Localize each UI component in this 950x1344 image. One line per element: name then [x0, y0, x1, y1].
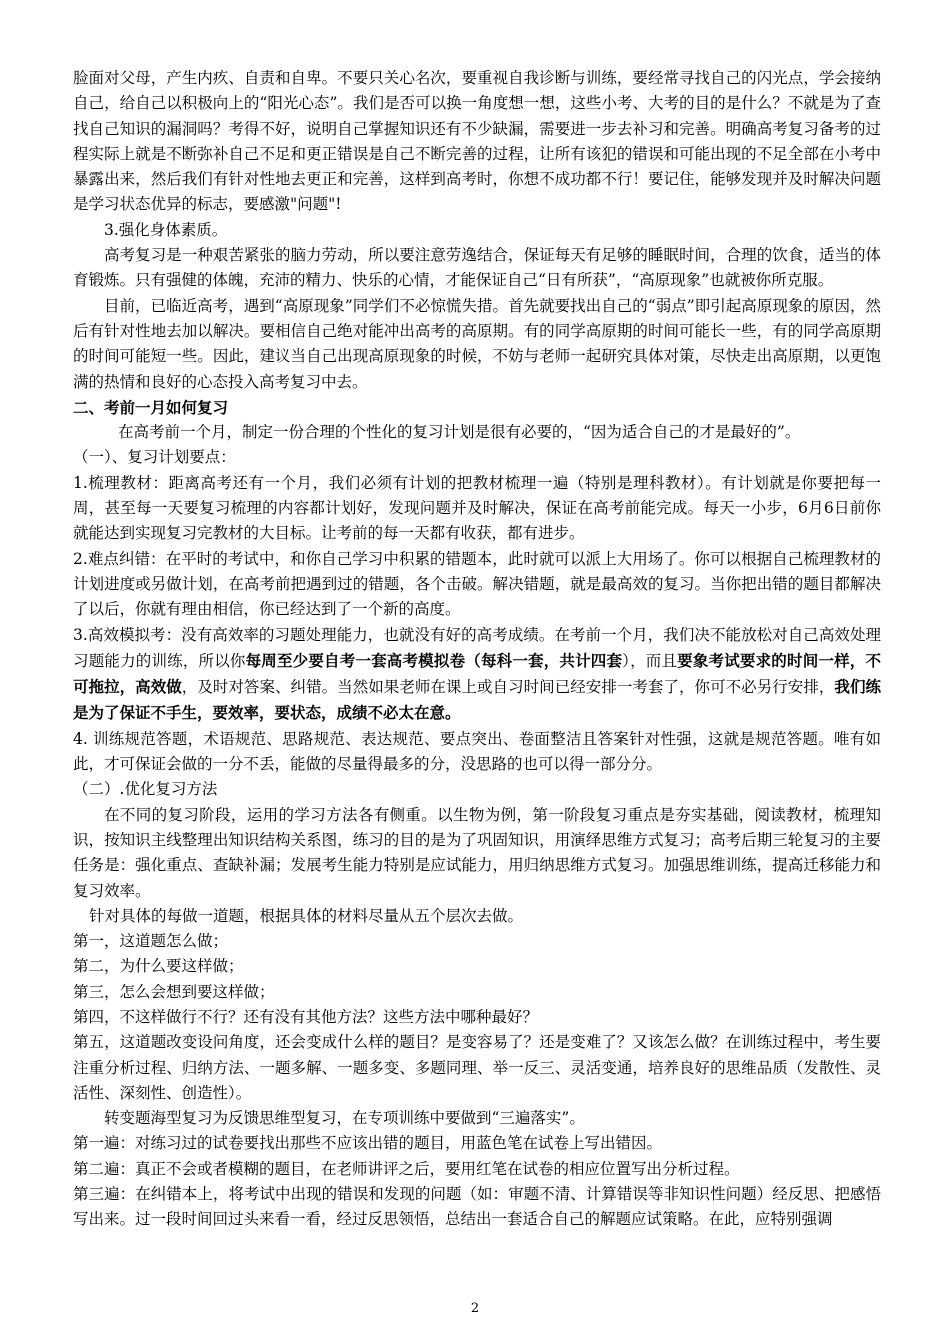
text-run: 二、考前一月如何复习: [73, 397, 229, 417]
paragraph: [73, 1030, 881, 1106]
text-run: 针对具体的每做一道题，根据具体的材料尽量从五个层次去做。: [89, 906, 524, 925]
bold-text: 每周至少要自考一套高考模拟卷（每科一套，共计四套: [245, 650, 623, 670]
text-run: 第三遍：在纠错本上，将考试中出现的错误和发现的问题（如：审题不清、计算错误等非知识性问题）经反思、把感悟写出来。过一段时间回过头来看一看，经过反思领悟，总结出一套适合自己的解题应试策略。在此，应特别强调: [73, 1185, 881, 1229]
text-run: 在高考前一个月，制定一份合理的个性化的复习计划是很有必要的，“因为适合自己的才是最好的”。: [118, 423, 801, 442]
paragraph: [73, 420, 881, 445]
text-run: （一）、复习计划要点：: [73, 448, 236, 467]
bold-text: 我们练是为了保证不手生，要效率，要状态，成绩不必太在意。: [73, 677, 881, 723]
section-heading: [73, 395, 881, 420]
paragraph: [73, 777, 881, 802]
text-run: 目前，已临近高考，遇到“高原现象”同学们不必惊慌失措。首先就要找出自己的“弱点”即引起高原现象的原因，然后有针对性地去加以解决。要相信自己绝对能冲出高考的高原期。有的同学高原期的时间可能长一些，有的同学高原期的时间可能短一些。因此，建议当自己出现高原现象的时候，不妨与老师一起研究具体对策，尽快走出高原期，以更饱满的热情和良好的心态投入高考复习中去。: [73, 296, 881, 391]
text-run: 脸面对父母，产生内疚、自责和自卑。不要只关心名次，要重视自我诊断与训练，要经常寻找自己的闪光点，学会接纳自己，给自己以积极向上的“阳光心态”。我们是否可以换一角度想一想，这些小考、大考的目的是什么？不就是为了查找自己知识的漏洞吗？考得不好，说明自己掌握知识还有不少缺漏，需要进一步去补习和完善。明确高考复习备考的过程实际上就是不断弥补自己不足和更正错误是自己不断完善的过程，让所有该犯的错误和可能出现的不足全部在小考中暴露出来，然后我们有针对性地去更正和完善，这样到高考时，你想不成功都不行！要记住，能够发现并及时解决问题是学习状态优异的标志，要感激"问题"!: [73, 69, 881, 214]
text-run: ），而且: [622, 651, 678, 670]
paragraph: [73, 445, 881, 470]
paragraph: [73, 1005, 881, 1030]
text-run: 3.强化身体素质。: [104, 220, 228, 239]
text-run: 4. 训练规范答题，术语规范、思路规范、表达规范、要点突出、卷面整洁且答案针对性强，这就是规范答题。唯有如此，才可保证会做的一分不丢，能做的尽量得最多的分，没思路的也可以得一部分分。: [73, 729, 881, 774]
paragraph: [73, 929, 881, 954]
page-number: 2: [470, 1301, 480, 1316]
text-run: 第二，为什么要这样做；: [73, 957, 244, 976]
text-run: 第一遍：对练习过的试卷要找出那些不应该出错的题目，用蓝色笔在试卷上写出错因。: [73, 1134, 663, 1153]
text-run: ，及时对答案、纠错。当然如果老师在课上或自习时间已经安排一考套了，你可不必另行安排，: [181, 678, 835, 697]
text-run: 在不同的复习阶段，运用的学习方法各有侧重。以生物为例，第一阶段复习重点是夯实基础，阅读教材，梳理知识，按知识主线整理出知识结构关系图，练习的目的是为了巩固知识，用演绎思维方式复习；高考后期三轮复习的主要任务是：强化重点、查缺补漏；发展考生能力特别是应试能力，用归纳思维方式复习。加强思维训练，提高迁移能力和复习效率。: [73, 805, 881, 900]
text-run: 第四，不这样做行不行？还有没有其他方法？这些方法中哪种最好？: [73, 1007, 539, 1026]
paragraph: [73, 727, 881, 778]
text-run: 2.难点纠错：在平时的考试中，和你自己学习中积累的错题本，此时就可以派上大用场了。你可以根据自己梳理教材的计划进度或另做计划，在高考前把遇到过的错题，各个击破。解决错题，就是最高效的复习。当你把出错的题目都解决了以后，你就有理由相信，你已经达到了一个新的高度。: [73, 549, 881, 619]
paragraph: [73, 803, 881, 904]
paragraph: [73, 1106, 881, 1131]
paragraph: [73, 1131, 881, 1156]
text-run: 转变题海型复习为反馈思维型复习，在专项训练中要做到“三遍落实”。: [104, 1109, 585, 1128]
paragraph: [73, 66, 881, 218]
text-run: 1.梳理教材：距离高考还有一个月，我们必须有计划的把教材梳理一遍（特别是理科教材）。有计划就是你要把每一周，甚至每一天要复习梳理的内容都计划好，发现问题并及时解决，保证在高考前能完成。每天一小步，6月6日前你就能达到实现复习完教材的大目标。让考前的每一天都有收获，都有进步。: [73, 473, 881, 543]
text-run: 高考复习是一种艰苦紧张的脑力劳动，所以要注意劳逸结合，保证每天有足够的睡眠时间，合理的饮食，适当的体育锻炼。只有强健的体魄，充沛的精力、快乐的心情，才能保证自己“日有所获”，“高原现象”也就被你所克服。: [73, 246, 881, 290]
paragraph: [73, 218, 881, 243]
paragraph: [73, 980, 881, 1005]
text-run: 第二遍：真正不会或者模糊的题目，在老师讲评之后，要用红笔在试卷的相应位置写出分析过程。: [73, 1159, 740, 1178]
bold-text: 要象考试要求的时间一样，不可拖拉，高效做: [73, 650, 881, 697]
paragraph: [73, 904, 881, 929]
document-body: [73, 66, 881, 1233]
paragraph: [73, 623, 881, 727]
text-run: 第三，怎么会想到要这样做；: [73, 982, 275, 1001]
paragraph: [73, 294, 881, 395]
paragraph: [73, 547, 881, 623]
paragraph: [73, 243, 881, 294]
paragraph: [73, 471, 881, 547]
text-run: 第五，这道题改变设问角度，还会变成什么样的题目？是变容易了？还是变难了？又该怎么做？在训练过程中，考生要注重分析过程、归纳方法、一题多解、一题多变、多题同理、举一反三、灵活变通，培养良好的思维品质（发散性、灵活性、深刻性、创造性）。: [73, 1033, 881, 1102]
text-run: （二）.优化复习方法: [73, 780, 218, 799]
paragraph: [73, 1157, 881, 1182]
text-run: 第一，这道题怎么做；: [73, 932, 229, 951]
paragraph: [73, 1182, 881, 1233]
text-run: 3.高效模拟考：没有高效率的习题处理能力，也就没有好的高考成绩。在考前一个月，我们决不能放松对自己高效处理习题能力的训练，所以你: [73, 625, 881, 670]
paragraph: [73, 954, 881, 979]
